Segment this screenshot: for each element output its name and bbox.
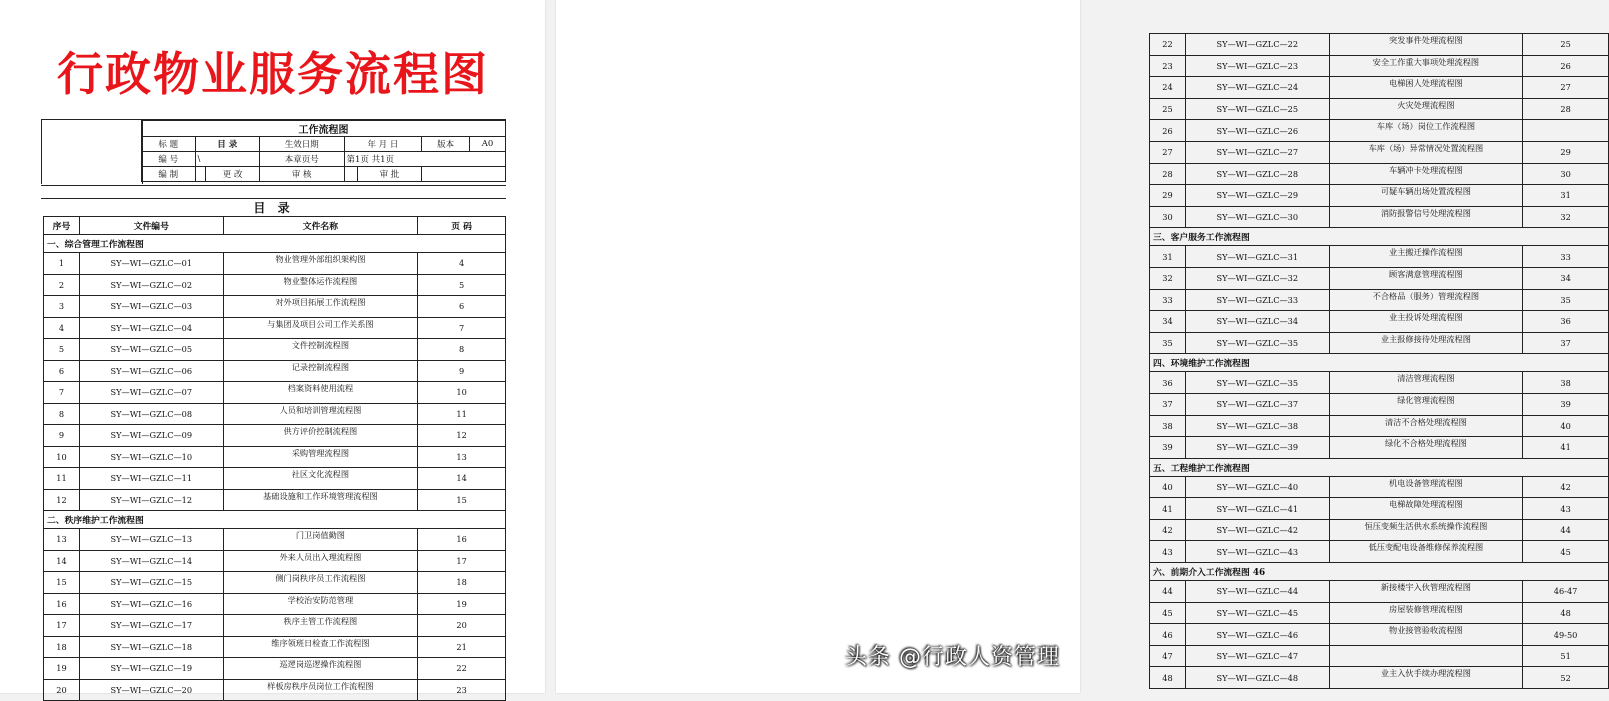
file-code: SY—WI—GZLC—35 [1185,332,1329,354]
table-row [1150,332,1609,354]
file-code: SY—WI—GZLC—37 [1185,393,1329,415]
page-number: 14 [418,468,506,490]
table-row [1150,206,1609,228]
page-number: 13 [418,446,506,468]
row-number: 4 [44,317,80,339]
table-row [1150,185,1609,207]
page-number: 7 [418,317,506,339]
page-number: 44 [1523,519,1609,541]
table-row [1150,415,1609,437]
row-number: 36 [1150,372,1186,394]
page-number: 41 [1523,437,1609,459]
value-title: 目 录 [195,137,259,152]
page-number [1523,120,1609,142]
file-code: SY—WI—GZLC—35 [1185,372,1329,394]
page-number: 45 [1523,541,1609,563]
file-name: 绿化不合格处理流程图 [1329,437,1523,459]
value-page: 第1页 共1页 [344,152,506,167]
section-header-row [44,511,506,529]
file-code: SY—WI—GZLC—39 [1185,437,1329,459]
section-label: 六、前期介入工作流程图 46 [1150,563,1609,581]
value-review [344,167,357,182]
row-number: 26 [1150,120,1186,142]
file-name: 电梯故障处理流程图 [1329,498,1523,520]
file-code: SY—WI—GZLC—19 [79,658,223,680]
page-number: 51 [1523,645,1609,667]
file-code: SY—WI—GZLC—41 [1185,498,1329,520]
row-number: 9 [44,425,80,447]
file-name: 维序领班日检查工作流程图 [223,636,418,658]
table-row [1150,246,1609,268]
value-compiled [195,167,206,182]
table-row [1150,498,1609,520]
file-name: 低压变配电设备维修保养流程图 [1329,541,1523,563]
table-row [1150,393,1609,415]
table-row [44,296,506,318]
row-number: 18 [44,636,80,658]
toc-table-right [1149,33,1609,689]
label-version: 版本 [422,137,470,152]
row-number: 38 [1150,415,1186,437]
table-row [1150,581,1609,603]
page-number: 18 [418,572,506,594]
page-number: 25 [1523,34,1609,56]
section-header-row [1150,458,1609,476]
page-number: 37 [1523,332,1609,354]
page-number: 46-47 [1523,581,1609,603]
section-header-row [1150,228,1609,246]
table-row [1150,163,1609,185]
file-name: 绿化管理流程图 [1329,393,1523,415]
page-number: 20 [418,615,506,637]
table-row [44,550,506,572]
file-name: 不合格品（服务）管理流程图 [1329,289,1523,311]
file-code: SY—WI—GZLC—16 [79,593,223,615]
watermark: 头条 @行政人资管理 [845,645,1060,670]
file-code: SY—WI—GZLC—40 [1185,476,1329,498]
table-row [44,658,506,680]
row-number: 11 [44,468,80,490]
page-number: 5 [418,274,506,296]
page-number: 22 [418,658,506,680]
section-header-row [44,235,506,253]
file-code: SY—WI—GZLC—20 [79,679,223,701]
file-name: 侧门岗秩序员工作流程图 [223,572,418,594]
file-code: SY—WI—GZLC—06 [79,360,223,382]
row-number: 30 [1150,206,1186,228]
table-row [1150,624,1609,646]
file-code: SY—WI—GZLC—18 [79,636,223,658]
file-code: SY—WI—GZLC—17 [79,615,223,637]
table-row [1150,120,1609,142]
row-number: 8 [44,403,80,425]
page-number: 9 [418,360,506,382]
row-number: 45 [1150,602,1186,624]
row-number: 22 [1150,34,1186,56]
file-code: SY—WI—GZLC—05 [79,339,223,361]
file-code: SY—WI—GZLC—38 [1185,415,1329,437]
row-number: 5 [44,339,80,361]
page-number: 21 [418,636,506,658]
table-row [1150,602,1609,624]
section-header-row [1150,563,1609,581]
file-code: SY—WI—GZLC—09 [79,425,223,447]
label-compiled: 编 制 [142,167,196,182]
row-number: 14 [44,550,80,572]
row-number: 43 [1150,541,1186,563]
file-code: SY—WI—GZLC—31 [1185,246,1329,268]
file-name: 记录控制流程图 [223,360,418,382]
page-number: 6 [418,296,506,318]
file-code: SY—WI—GZLC—22 [1185,34,1329,56]
page-number: 10 [418,382,506,404]
right-page [556,0,1578,693]
row-number: 23 [1150,55,1186,77]
table-row [44,615,506,637]
label-title: 标 题 [142,137,196,152]
section-label: 四、环境维护工作流程图 [1150,354,1609,372]
header-info-block [41,119,506,185]
row-number: 40 [1150,476,1186,498]
table-row [44,317,506,339]
file-name: 采购管理流程图 [223,446,418,468]
page-number: 34 [1523,267,1609,289]
file-code: SY—WI—GZLC—47 [1185,645,1329,667]
label-review: 审 核 [259,167,344,182]
file-code: SY—WI—GZLC—24 [1185,77,1329,99]
page-number: 39 [1523,393,1609,415]
left-page [0,0,545,693]
page-number: 28 [1523,98,1609,120]
page-number: 42 [1523,476,1609,498]
file-name: 可疑车辆出场处置流程图 [1329,185,1523,207]
file-name: 清洁管理流程图 [1329,372,1523,394]
label-effective-date: 生效日期 [259,137,344,152]
file-name: 清洁不合格处理流程图 [1329,415,1523,437]
file-name: 基础设施和工作环境管理流程图 [223,489,418,511]
file-code: SY—WI—GZLC—12 [79,489,223,511]
file-code: SY—WI—GZLC—32 [1185,267,1329,289]
table-row [1150,372,1609,394]
table-row [1150,141,1609,163]
page-number: 49-50 [1523,624,1609,646]
file-code: SY—WI—GZLC—46 [1185,624,1329,646]
page-number: 16 [418,529,506,551]
table-row [44,489,506,511]
column-header-name: 文件名称 [223,217,418,235]
file-name: 业主投诉处理流程图 [1329,311,1523,333]
page-number: 17 [418,550,506,572]
row-number: 34 [1150,311,1186,333]
file-name: 火灾处理流程图 [1329,98,1523,120]
row-number: 39 [1150,437,1186,459]
file-code: SY—WI—GZLC—25 [1185,98,1329,120]
header-box-title: 工作流程图 [142,121,506,137]
table-row [1150,267,1609,289]
row-number: 32 [1150,267,1186,289]
row-number: 6 [44,360,80,382]
row-number: 47 [1150,645,1186,667]
file-code: SY—WI—GZLC—04 [79,317,223,339]
row-number: 25 [1150,98,1186,120]
row-number: 16 [44,593,80,615]
file-name: 房屋装修管理流程图 [1329,602,1523,624]
row-number: 42 [1150,519,1186,541]
row-number: 17 [44,615,80,637]
file-name: 突发事件处理流程图 [1329,34,1523,56]
page-number: 26 [1523,55,1609,77]
file-name: 人员和培训管理流程图 [223,403,418,425]
file-code: SY—WI—GZLC—02 [79,274,223,296]
page-number: 33 [1523,246,1609,268]
page-number: 27 [1523,77,1609,99]
file-name: 外来人员出入理流程图 [223,550,418,572]
label-approve: 审 批 [357,167,422,182]
page-number: 19 [418,593,506,615]
file-code: SY—WI—GZLC—27 [1185,141,1329,163]
file-code: SY—WI—GZLC—33 [1185,289,1329,311]
row-number: 1 [44,253,80,275]
label-revision: 更 改 [206,167,260,182]
row-number: 37 [1150,393,1186,415]
file-name: 对外项目拓展工作流程图 [223,296,418,318]
row-number: 20 [44,679,80,701]
file-code: SY—WI—GZLC—13 [79,529,223,551]
value-approve [422,167,506,182]
table-row [44,572,506,594]
logo-cell [41,120,143,184]
table-row [1150,541,1609,563]
row-number: 28 [1150,163,1186,185]
page-number: 31 [1523,185,1609,207]
column-header-no: 序号 [44,217,80,235]
table-row [44,403,506,425]
column-header-page: 页 码 [418,217,506,235]
row-number: 13 [44,529,80,551]
row-number: 3 [44,296,80,318]
section-label: 五、工程维护工作流程图 [1150,458,1609,476]
page-number: 40 [1523,415,1609,437]
table-row [44,253,506,275]
table-row [1150,519,1609,541]
section-header-row [1150,354,1609,372]
table-row [44,446,506,468]
file-name: 样板房秩序员岗位工作流程图 [223,679,418,701]
file-code: SY—WI—GZLC—10 [79,446,223,468]
file-code: SY—WI—GZLC—44 [1185,581,1329,603]
file-name: 供方评价控制流程图 [223,425,418,447]
toc-column-header-row [44,217,506,235]
row-number: 2 [44,274,80,296]
file-name: 车辆冲卡处理流程图 [1329,163,1523,185]
row-number: 31 [1150,246,1186,268]
page-number: 15 [418,489,506,511]
file-code: SY—WI—GZLC—07 [79,382,223,404]
file-name: 秩序主管工作流程图 [223,615,418,637]
table-row [1150,311,1609,333]
section-label: 三、客户服务工作流程图 [1150,228,1609,246]
file-code: SY—WI—GZLC—11 [79,468,223,490]
table-row [44,274,506,296]
file-code: SY—WI—GZLC—14 [79,550,223,572]
file-code: SY—WI—GZLC—01 [79,253,223,275]
page-number: 12 [418,425,506,447]
file-name: 消防报警信号处理流程图 [1329,206,1523,228]
value-effective-date: 年 月 日 [344,137,422,152]
table-row [44,382,506,404]
page-number: 30 [1523,163,1609,185]
table-row [44,425,506,447]
page-number: 52 [1523,667,1609,689]
file-name: 档案资料使用流程 [223,382,418,404]
page-number: 35 [1523,289,1609,311]
document-title: 行政物业服务流程图 [57,47,489,101]
page-number: 29 [1523,141,1609,163]
file-name: 业主搬迁操作流程图 [1329,246,1523,268]
file-name: 顾客满意管理流程图 [1329,267,1523,289]
row-number: 27 [1150,141,1186,163]
table-row [1150,55,1609,77]
file-name: 机电设备管理流程图 [1329,476,1523,498]
row-number: 48 [1150,667,1186,689]
page-number: 38 [1523,372,1609,394]
file-code: SY—WI—GZLC—29 [1185,185,1329,207]
divider-line [41,185,506,186]
file-name: 物业管理外部组织架构图 [223,253,418,275]
file-code: SY—WI—GZLC—30 [1185,206,1329,228]
table-row [44,468,506,490]
page-number: 32 [1523,206,1609,228]
file-name: 物业整体运作流程图 [223,274,418,296]
file-code: SY—WI—GZLC—03 [79,296,223,318]
file-name: 安全工作重大事项处理流程图 [1329,55,1523,77]
row-number: 12 [44,489,80,511]
file-name: 门卫岗值勤图 [223,529,418,551]
file-name: 巡逻岗巡逻操作流程图 [223,658,418,680]
header-table [141,120,506,182]
table-row [44,636,506,658]
row-number: 19 [44,658,80,680]
file-code: SY—WI—GZLC—23 [1185,55,1329,77]
row-number: 35 [1150,332,1186,354]
file-name: 与集团及项目公司工作关系图 [223,317,418,339]
row-number: 46 [1150,624,1186,646]
label-page: 本章页号 [259,152,344,167]
file-name: 业主入伙手续办理流程图 [1329,667,1523,689]
file-name [1329,645,1523,667]
page-number: 23 [418,679,506,701]
file-code: SY—WI—GZLC—28 [1185,163,1329,185]
table-row [44,339,506,361]
file-name: 恒压变频生活供水系统操作流程图 [1329,519,1523,541]
row-number: 44 [1150,581,1186,603]
section-label: 一、综合管理工作流程图 [44,235,506,253]
file-code: SY—WI—GZLC—42 [1185,519,1329,541]
value-version: A0 [470,137,506,152]
row-number: 10 [44,446,80,468]
table-row [1150,476,1609,498]
row-number: 29 [1150,185,1186,207]
table-row [1150,645,1609,667]
file-name: 学校治安防范管理 [223,593,418,615]
table-row [1150,667,1609,689]
file-name: 新接楼宇入伙管理流程图 [1329,581,1523,603]
file-name: 车库（场）异常情况处置流程图 [1329,141,1523,163]
section-label: 二、秩序维护工作流程图 [44,511,506,529]
file-code: SY—WI—GZLC—26 [1185,120,1329,142]
toc-title: 目 录 [253,201,294,215]
value-number: \ [195,152,259,167]
label-number: 编 号 [142,152,196,167]
file-code: SY—WI—GZLC—08 [79,403,223,425]
page-number: 43 [1523,498,1609,520]
row-number: 24 [1150,77,1186,99]
file-code: SY—WI—GZLC—15 [79,572,223,594]
table-row [44,679,506,701]
file-code: SY—WI—GZLC—34 [1185,311,1329,333]
toc-table-left [43,216,506,701]
file-name: 车库（场）岗位工作流程图 [1329,120,1523,142]
file-name: 业主报修接待处理流程图 [1329,332,1523,354]
page-number: 8 [418,339,506,361]
table-row [44,360,506,382]
file-name: 电梯困人处理流程图 [1329,77,1523,99]
table-row [1150,289,1609,311]
page-number: 11 [418,403,506,425]
file-code: SY—WI—GZLC—43 [1185,541,1329,563]
table-row [44,529,506,551]
table-row [1150,34,1609,56]
file-name: 物业接管验收流程图 [1329,624,1523,646]
file-code: SY—WI—GZLC—48 [1185,667,1329,689]
row-number: 33 [1150,289,1186,311]
table-row [1150,98,1609,120]
row-number: 15 [44,572,80,594]
page-number: 36 [1523,311,1609,333]
file-code: SY—WI—GZLC—45 [1185,602,1329,624]
page-number: 48 [1523,602,1609,624]
table-row [1150,77,1609,99]
row-number: 7 [44,382,80,404]
row-number: 41 [1150,498,1186,520]
file-name: 社区文化流程图 [223,468,418,490]
table-row [1150,437,1609,459]
page-number: 4 [418,253,506,275]
column-header-code: 文件编号 [79,217,223,235]
table-row [44,593,506,615]
file-name: 文件控制流程图 [223,339,418,361]
